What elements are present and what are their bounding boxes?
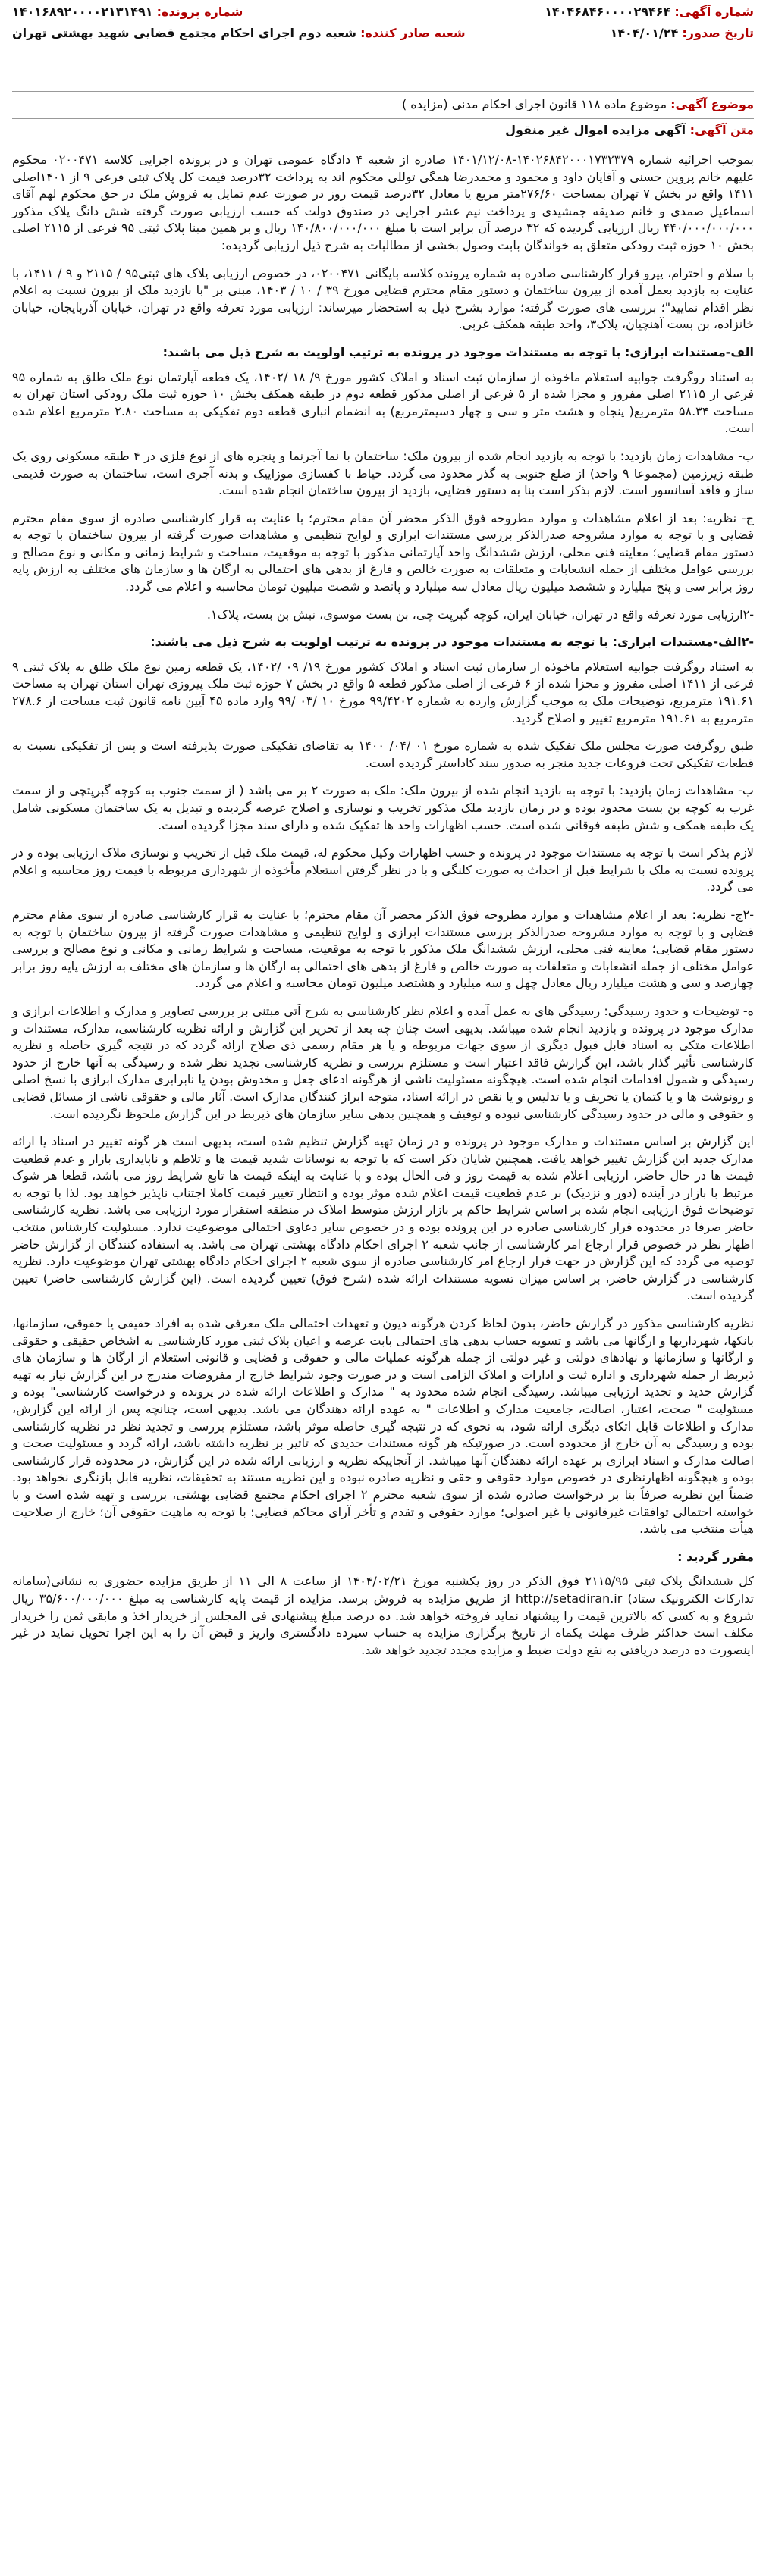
subject-label: موضوع آگهی: (670, 97, 754, 111)
file-number-row (12, 5, 243, 19)
paragraph: به استناد روگرفت جوابیه استعلام ماخوذه از سازمان ثبت اسناد و املاک کشور مورخ ۹/ ۱۸ /۱۴۰۲، یک قطعه آپارتمان نوع ملک طلق به شماره ۹۵ فرعی از ۲۱۱۵ اصلی مفروز و مجزا شده از ۵ فرعی از اصلی مذکور قطعه دوم در طبقه همکف بخش ۱۰ حوزه ثبت ملک رودکی استان تهران به مساحت ۵۸.۳۴ مترمربع( پنجاه و هشت متر و سی و چهار دسیمترمربع) به انضمام انباری قطعه دوم تفکیکی به مساحت ۲.۸۰ مترمربع اعلام شده است. (12, 369, 755, 436)
branch-row (12, 26, 466, 40)
issue-date: ۱۴۰۴/۰۱/۲۴ (610, 26, 679, 40)
notice-title: آگهی مزایده اموال غیر منقول (505, 123, 686, 137)
paragraph: لازم بذکر است با توجه به مستندات موجود در پرونده و حسب اظهارات وکیل محکوم له، قیمت ملک قبل از تخریب و نوسازی ملاک ارزیابی بوده و در پرونده نسبت به ملک با شرایط قبل از احداث به صورت کلنگی و با در نظر گرفتن استعلام مأخوذه از شهرداری مربوطه با قیمت روز محاسبه و اعلام می گردد. (12, 845, 754, 895)
divider (12, 91, 754, 92)
ad-number-label: شماره آگهی: (674, 5, 754, 19)
text-label: متن آگهی: (689, 123, 754, 137)
paragraph: این گزارش بر اساس مستندات و مدارک موجود در پرونده و در زمان تهیه گزارش تنظیم شده است، بدیهی است هر گونه تغییر در اسناد یا ارائه مدارک جدید این گزارش تغییر خواهد یافت. همچنین شایان ذکر است که با توجه به نوسانات شدید قیمت ها و تلاطم و ناپایداری بازار و عدم قطعیت قیمت ها در حال حاضر، ارزیابی اعلام شده به قیمت روز و فی الحال بوده و با عنایت به اینکه قیمت ها تابع شرایط روز می باشد، قطعا هر شوک مرتبط با بازار در آینده (دور و نزدیک) بر عدم قطعیت قیمت اعلام شده موثر بوده و انتظار تغییر قیمت کاملا اجتناب ناپذیر خواهد بود. لذا با توجه به توضیحات فوق ارزیابی انجام شده بر اساس شرایط حاکم بر بازار ارزش متوسط املاک در منطقه استقرار مورد ارزیابی می باشد. نظریه کارشناسی حاضر صرفا در محدوده قرار کارشناسی صادره در این پرونده بوده و در خصوص سایر دعاوی احتمالی موضوعیت ندارد. مسئولیت کارشناس منتخب اظهار نظر در خصوص قرار ارجاع امر کارشناسی از جانب شعبه ۲ اجرای احکام دادگاه بهشتی تهران می باشد. به استفاده کنندگان از گزارش حاضر توصیه می گردد که این گزارش در جهت قرار ارجاع امر کارشناسی صادره از سوی شعبه ۲ اجرای احکام دادگاه بهشتی تهران موضوعیت دارد. نظریه کارشناسی در گزارش حاضر، بر اساس میزان تسویه مستندات ارائه شده (شرح فوق) تعیین گردیده است. (این گزارش کارشناسی حاضر) تعیین گردیده است. (12, 1134, 755, 1303)
section-heading: مقرر گردید : (677, 1549, 754, 1564)
section-heading: الف-مستندات ابرازی: با توجه به مستندات موجود در پرونده به ترتیب اولویت به شرح ذیل می باشند: (162, 344, 754, 359)
paragraph: -۲ج- نظریه: بعد از اعلام مشاهدات و موارد مطروحه فوق الذکر محضر آن مقام محترم؛ با عنایت به قرار کارشناسی صادره از سوی مقام محترم قضایی و با توجه به موارد مشروحه صدرالذکر بررسی مستندات ابرازی و لوایح تنظیمی و مشاهدات صورت گرفته از بیرون ساختمان با توجه به دستور مقام قضایی؛ معاینه فنی محلی، ارزش ششدانگ ملک مذکور با توجه به موقعیت، مساحت و شرایط زمانی و مکانی و نوع مصالح و بررسی عوامل مختلف از جمله انشعابات و متعلقات به صورت خالص و فارغ از بدهی های احتمالی به ارگان ها و سازمان های مختلف به ارزش پایه روز برابر چهارصد و سی و هشت میلیارد ریال معادل چهل و سه میلیارد و هشتصد میلیون تومان محاسبه و اعلام می گردد. (12, 907, 754, 991)
paragraph: ب- مشاهدات زمان بازدید: با توجه به بازدید انجام شده از بیرون ملک: ملک به صورت ۲ بر می باشد ( از سمت جنوب به کوچه گبرپتچی و از سمت غرب به کوچه بن بست محدود بوده و در زمان بازدید ملک مذکور تخریب و نوسازی و اصلاح عرصه گردیده و تبدیل به یک ساختمان مسکونی شامل یک طبقه همکف و شش طبقه فوقانی شده است. حسب اظهارات واحد ها تفکیک شده و دارای سند مجزا گردیده است. (12, 783, 754, 832)
divider (12, 118, 754, 119)
paragraph: ج- نظریه: بعد از اعلام مشاهدات و موارد مطروحه فوق الذکر محضر آن مقام محترم؛ با عنایت به قرار کارشناسی صادره از سوی مقام محترم قضایی و با توجه به موارد مشروحه صدرالذکر بررسی مستندات ابرازی و لوایح تنظیمی و مشاهدات صورت گرفته از بیرون ساختمان با توجه به دستور مقام قضایی؛ معاینه فنی محلی، ارزش ششدانگ واحد آپارتمانی مذکور با توجه به موقعیت، مساحت و شرایط زمانی و مکانی و نوع مصالح و بررسی عوامل مختلف از جمله انشعابات و متعلقات به صورت خالص و فارغ از بدهی های احتمالی به ارگان ها و سازمان های مختلف به ارزش پایه روز برابر سی و پنج میلیارد و ششصد میلیون ریال معادل سه میلیارد و پانصد و شصت میلیون تومان محاسبه و اعلام می گردد. (12, 510, 754, 594)
paragraph: نظریه کارشناسی مذکور در گزارش حاضر، بدون لحاظ کردن هرگونه دیون و تعهدات احتمالی ملک معرفی شده به افراد حقیقی یا حقوقی، سازمانها، بانکها، شهرداریها و ارگانها می باشد و تسویه حساب بدهی های احتمالی بابت عرصه و اعیان پلاک ثبتی مورد کارشناسی به اشخاص حقیقی و حقوقی و ارگانها و سازمانها و نهادهای دولتی و غیر دولتی از جمله هرگونه عملیات مالی و حقوقی و قضایی و قانونی استعلام از ارگان ها و سازمان های ذیربط از جمله شهرداری و اداره ثبت و ادارات و املاک الزامی است و در صورت وجود شرایط خارج از مفروضات مندرج در این گزارش نیاز به تهیه گزارش جدید و تجدید ارزیابی میباشد. رسیدگی انجام شده محدود به " مدارک و اطلاعات ارائه شده در پرونده و درخواست کارشناسی" بوده و مسئولیت " صحت، اعتبار، اصالت، جامعیت مدارک و اطلاعات " به عهده ارائه دهندگان می باشد. بدیهی است، چنانچه پس از ارائه این گزارش، مدارک و اطلاعات قابل اتکای دیگری ارائه شود، به نحوی که در نتیجه گیری حاصله موثر باشد، مستلزم بررسی و تجدید نظر در نظریه کارشناسی بوده و رسیدگی به آن خارج از محدوده است. در صورتیکه هر گونه مستندات جدیدی که تاثیر بر نظریه داشته باشد، ارائه گردد و مسئولیت صحت و اصالت مدارک و اسناد ابرازی بر عهده ارائه دهندگان آنها میباشد. از آنجاییکه نظریه و ارزیابی ارائه شده در این گزارش، در محدوده قرار کارشناسی بوده و هیچگونه اظهارنظری در خصوص موارد حقوقی و حقی و نظریه صادره نبوده و این نظریه مستند به تحقیقات، نظریه قابل بازنگری نخواهد بود. ضمناً این نظریه صرفاً بنا بر درخواست صادره شده از سوی شعبه محترم ۲ اجرای احکام مجتمع قضایی بهشتی، بررسی و تهیه شده است و با خواسته احتمالی توافقات غیرقانونی یا غیر اصولی؛ موارد حقوقی و تقدم و تأخر آرای محاکم قضایی؛ با توجه به ماهیت حقوقی آن؛ خارج از صلاحیت هیأت منتخب می باشد. (12, 1316, 754, 1537)
paragraph: بموجب اجرائیه شماره ۱۴۰۲۶۸۴۲۰۰۰۱۷۳۲۳۷۹-۱۴۰۱/۱۲/۰۸ صادره از شعبه ۴ دادگاه عمومی تهران و در پرونده اجرایی کلاسه ۰۲۰۰۴۷۱ محکوم علیهم خانم پروین حسنی و آقایان داود و محمود و محمدرضا همگی توللی محکوم اند به پرداخت ۳۲درصد قیمت کل پلاک ثبتی فرعی ۹ از ۱۴۰۱اصلی ۱۴۱۱ واقع در بخش ۷ تهران بمساحت ۲۷۶/۶۰متر مربع یا معادل ۳۲درصد قیمت روز در صورت عدم تمایل به فروش ملک در حق محکوم لهم آقای اسماعیل صمدی و خانم صدیقه جمشیدی و پرداخت نیم عشر اجرایی در صندوق دولت که حسب ارزیابی صورت گرفته شش دانگ پلاک مذکور ۴۴۰/۰۰۰/۰۰۰/۰۰۰ ریال ارزیابی گردیده که ۳۲ درصد آن برابر است با مبلغ ۱۴۰/۸۰۰/۰۰۰/۰۰۰ ریال و بر همین مبنا پلاک ثبتی ۹۵ فرعی از ۲۱۱۵ اصلی بخش ۱۰ حوزه ثبت رودکی متعلق به خواندگان بابت وصول بخشی از مطالبات به شرح ذیل ارزیابی گردیده: (12, 152, 755, 252)
file-number: ۱۴۰۱۶۸۹۲۰۰۰۰۲۱۳۱۴۹۱ (12, 5, 153, 19)
subject-row (12, 97, 754, 111)
subject-value: موضوع ماده ۱۱۸ قانون اجرای احکام مدنی (مزایده ) (401, 97, 667, 111)
file-number-label: شماره پرونده: (156, 5, 243, 19)
section-heading: -۲الف-مستندات ابرازی: با توجه به مستندات موجود در پرونده به ترتیب اولویت به شرح ذیل می باشند: (150, 635, 754, 650)
paragraph: با سلام و احترام، پیرو قرار کارشناسی صادره به شماره پرونده کلاسه بایگانی ۰۲۰۰۴۷۱، در خصوص ارزیابی پلاک های ثبتی۹۵ / ۲۱۱۵ و ۹ / ۱۴۱۱، با عنایت به بازدید بعمل آمده از بیرون ساختمان و دستور مقام محترم قضایی مورخ ۳۹ / ۱۰ / ۱۴۰۳، مبنی بر "با بازدید ملک از بیرون نسبت به اعلام نظر اقدام نمایید"؛ بررسی های صورت گرفته؛ موارد بشرح ذیل به استحضار میرساند: ارزیابی مورد تعرفه واقع در تهران، خیابان آذربایجان، خیابان خانزاده، بن بست آهنچیان، پلاک۳، واحد طبقه همکف غربی. (12, 265, 755, 332)
notice-body (12, 152, 754, 1669)
paragraph: ه- توضیحات و حدود رسیدگی: رسیدگی های به عمل آمده و اعلام نظر کارشناسی به شرح آتی مبتنی بر بررسی تصاویر و مدارک و اطلاعات ابرازی و مدارک موجود در پرونده و بازدید انجام شده میباشد. بدیهی است چنان چه بعد از تحریر این گزارش و ارائه نظریه کارشناسی، مدارک، مستندات و اطلاعات متکی به اسناد قابل قبول دیگری از سوی جهات مربوطه و یا هر مقام رسمی ذی صلاح ارائه گردد که در نتیجه گیری حاصله و نظریه کارشناسی تأثیر گذار باشد، این گزارش فاقد اعتبار است و مستلزم بررسی و نظریه کارشناسی تجدید نظر شده و رسیدگی به آنها خارج از حدود رسیدگی و شمول اقدامات انجام شده است. هیچگونه مسئولیت ناشی از هرگونه ادعای جعل و مخدوش بودن یا نابرابری مدارک ابرازی با نسخ اصلی و رونوشت ها و یا کتمان یا تحریف و یا تدلیس و یا نقص در ارائه اسناد، متوجه ابراز کنندگان مدارک است. آثار مالی و حقوقی ناشی از مسائل قضایی و حقوقی و مالی در حدود رسیدگی کارشناسی نبوده و توقیف و همچنین بدهی سایر سازمان های ذیربط در این گزارش ملحوظ نگردیده است. (12, 1003, 754, 1121)
paragraph: -۲ارزیابی مورد تعرفه واقع در تهران، خیابان ایران، کوچه گبرپت چی، بن بست موسوی، نبش بن بست، پلاک۱. (206, 606, 754, 622)
branch-label: شعبه صادر کننده: (360, 26, 466, 40)
paragraph: کل ششدانگ پلاک ثبتی ۲۱۱۵/۹۵ فوق الذکر در روز یکشنبه مورخ ۱۴۰۴/۰۲/۲۱ از ساعت ۸ الی ۱۱ از طریق مزایده حضوری به نشانی(سامانه تدارکات الکترونیک ستاد) http://setadiran.ir از طریق مزایده به فروش برسد. مزایده از قیمت پایه کارشناسی به مبلغ ۳۵/۶۰۰/۰۰۰/۰۰۰ ریال شروع و به کسی که بالاترین قیمت را پیشنهاد نماید فروخته خواهد شد. ده درصد مبلغ پیشنهادی فی المجلس از خریدار اخذ و مابقی ثمن را خریدار مکلف است حداکثر ظرف مهلت یکماه از تاریخ برگزاری مزایده به حساب سپرده دادگستری واریز و قبض آن را به این اجرا تحویل نماید در غیر اینصورت ده درصد دریافتی به نفع دولت ضبط و مزایده مجدد تجدید خواهد شد. (12, 1574, 755, 1657)
paragraph: ب- مشاهدات زمان بازدید: با توجه به بازدید انجام شده از بیرون ملک: ساختمان با نما آجرنما و پنجره های از نوع فلزی در ۴ طبقه مسکونی روی یک طبقه زیرزمین (مجموعا ۹ واحد) از ضلع جنوبی به گذر محدود می گردد. حیاط با کفسازی موزاییک و بدنه آجری است، ساختمان به صورت قدیمی ساز و فاقد آسانسور است. لازم بذکر است بنا به دستور قضایی، بازدید از بیرون ساختمان انجام شده است. (12, 448, 754, 498)
text-label-row (505, 123, 754, 137)
paragraph: طبق روگرفت صورت مجلس ملک تفکیک شده به شماره مورخ ۰۱ /۰۴/ ۱۴۰۰ به تقاضای تفکیکی صورت پذیرفته است و پس از تفکیکی نسبت به قطعات تفکیکی تحت فروعات جدید منجر به صدور سند کاداستر گردیده است. (12, 738, 755, 770)
date-label: تاریخ صدور: (682, 26, 754, 40)
issuing-branch: شعبه دوم اجرای احکام مجتمع قضایی شهید بهشتی تهران (12, 26, 356, 40)
ad-number: ۱۴۰۴۶۸۴۶۰۰۰۰۲۹۴۶۴ (545, 5, 671, 19)
paragraph: به استناد روگرفت جوابیه استعلام ماخوذه از سازمان ثبت اسناد و املاک کشور مورخ ۱۹/ ۰۹ /۱۴۰۲، یک قطعه زمین نوع ملک طلق به پلاک ثبتی ۹ فرعی از ۱۴۱۱ اصلی مفروز و مجزا شده از ۶ فرعی از اصلی مذکور قطعه ۵ واقع در بخش ۷ حوزه ثبت ملک پیروزی تهران استان تهران به مساحت ۱۹۱.۶۱ مترمربع، توضیحات ملک به موجب گزارش وارده به شماره ۹۹/۴۲۰۲ مورخ ۱۰ /۰۳ /۹۹ وارد ماده ۴۵ آیین نامه قانون ثبت مساحت از ۲۷۸.۶ مترمربع به ۱۹۱.۶۱ مترمربع تغییر و اصلاح گردید. (12, 659, 755, 725)
